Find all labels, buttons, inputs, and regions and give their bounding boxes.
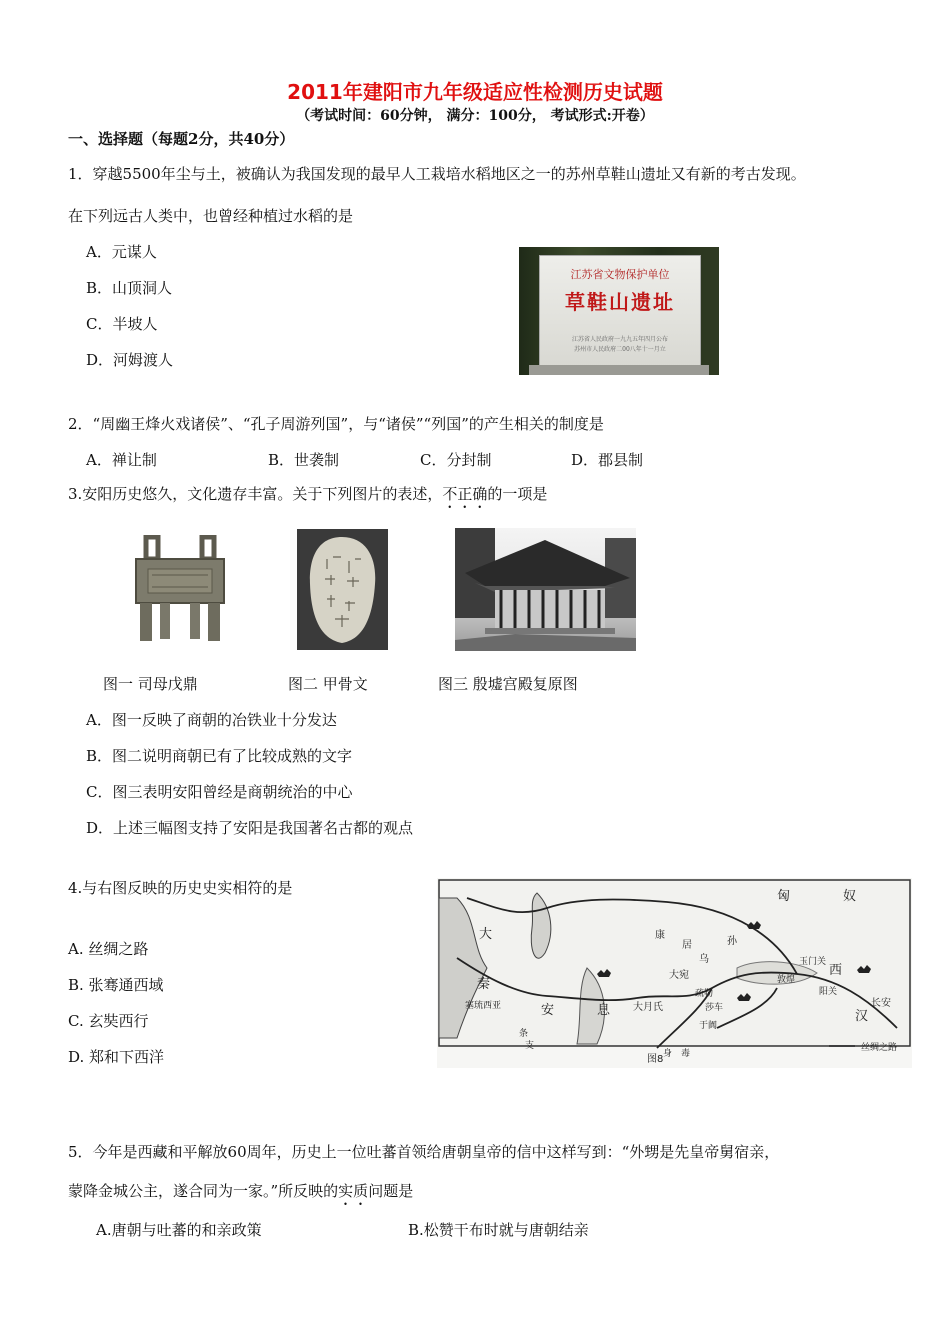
q4-option-b: B. 张骞通西域 bbox=[68, 976, 164, 994]
map-label-han: 汉 bbox=[855, 1009, 869, 1024]
q4-option-d: D. 郑和下西洋 bbox=[68, 1048, 165, 1066]
map-label-yutian: 于阗 bbox=[699, 1021, 718, 1031]
map-label-xiong: 匈 bbox=[777, 889, 791, 904]
q1-option-c: C．半坡人 bbox=[86, 315, 158, 333]
silk-road-map bbox=[437, 878, 912, 1068]
map-label-seleucia: 塞琉西亚 bbox=[465, 1001, 502, 1011]
exam-info: （考试时间：60分钟， 满分：100分， 考试形式:开卷） bbox=[296, 108, 654, 124]
map-label-wu: 乌 bbox=[699, 954, 709, 965]
question-3-stem: 3.安阳历史悠久，文化遗存丰富。关于下列图片的表述，不正确的一项是 bbox=[68, 485, 548, 503]
stele-main-text: 草鞋山遗址 bbox=[565, 290, 675, 314]
map-label-sun: 孙 bbox=[727, 936, 737, 947]
map-legend-silk-road: 丝绸之路 bbox=[861, 1043, 898, 1053]
q4-option-c: C. 玄奘西行 bbox=[68, 1012, 149, 1030]
stele-top-text: 江苏省文物保护单位 bbox=[570, 268, 670, 281]
map-label-xi2: 息 bbox=[597, 1003, 611, 1018]
emphasis-essence: 实质 bbox=[338, 1182, 369, 1200]
map-label-dayuan: 大宛 bbox=[669, 970, 689, 981]
map-label-kang: 康 bbox=[655, 930, 665, 941]
section-heading: 一、选择题（每题2分，共40分） bbox=[68, 130, 295, 148]
q1-option-d: D．河姆渡人 bbox=[86, 351, 174, 369]
map-label-xi: 西 bbox=[829, 963, 843, 978]
q2-option-d: D．郡县制 bbox=[571, 451, 644, 469]
map-label-shen: 身 bbox=[663, 1049, 673, 1059]
map-figure-number: 图8 bbox=[647, 1054, 664, 1065]
question-5-stem: 5．今年是西藏和平解放60周年，历史上一位吐蕃首领给唐朝皇帝的信中这样写到：“外甥是先皇帝舅宿亲， bbox=[68, 1143, 780, 1161]
figure-2-caption: 图二 甲骨文 bbox=[288, 675, 368, 693]
q5-option-a: A.唐朝与吐蕃的和亲政策 bbox=[96, 1221, 262, 1239]
figure-3-caption: 图三 殷墟宫殿复原图 bbox=[438, 675, 578, 693]
simuwu-ding-photo bbox=[130, 535, 230, 645]
map-label-dunhuang: 敦煌 bbox=[777, 975, 796, 985]
map-label-da: 大 bbox=[479, 927, 493, 942]
yinxu-palace-photo bbox=[455, 528, 636, 651]
oracle-bone-photo bbox=[297, 529, 388, 650]
map-label-yangguan: 阳关 bbox=[819, 987, 838, 997]
map-label-ju: 居 bbox=[682, 940, 692, 951]
question-1-stem-2: 在下列远古人类中，也曾经种植过水稻的是 bbox=[68, 207, 354, 225]
map-label-shule: 疏勒 bbox=[695, 989, 714, 999]
question-5-stem-2: 蒙降金城公主，遂合同为一家。”所反映的实质问题是 bbox=[68, 1182, 414, 1200]
q3-option-a: A．图一反映了商朝的冶铁业十分发达 bbox=[86, 711, 337, 729]
figure-1-caption: 图一 司母戊鼎 bbox=[103, 675, 198, 693]
question-2-stem: 2．“周幽王烽火戏诸侯”、“孔子周游列国”，与“诸侯”“列国”的产生相关的制度是 bbox=[68, 415, 604, 433]
caoxieshan-stele-photo bbox=[519, 247, 719, 375]
emphasis-not-correct: 不正确 bbox=[442, 485, 488, 503]
map-label-yumenguan: 玉门关 bbox=[799, 957, 827, 967]
map-label-shache: 莎车 bbox=[705, 1003, 724, 1013]
q2-option-a: A．禅让制 bbox=[86, 451, 157, 469]
q5-option-b: B.松赞干布时就与唐朝结亲 bbox=[408, 1221, 589, 1239]
map-label-nu: 奴 bbox=[843, 889, 857, 904]
map-label-tiao: 条 bbox=[519, 1029, 529, 1039]
stele-small-text-2: 苏州市人民政府二00八年十一月立 bbox=[574, 346, 666, 353]
map-label-zhi: 支 bbox=[525, 1041, 535, 1051]
page-title: 2011年建阳市九年级适应性检测历史试题 bbox=[287, 80, 663, 104]
q3-option-b: B．图二说明商朝已有了比较成熟的文字 bbox=[86, 747, 353, 765]
question-1-stem: 1．穿越5500年尘与土，被确认为我国发现的最早人工栽培水稻地区之一的苏州草鞋山遗址又有新的考古发现。 bbox=[68, 165, 806, 183]
q2-option-b: B．世袭制 bbox=[268, 451, 340, 469]
question-4-stem: 4.与右图反映的历史史实相符的是 bbox=[68, 879, 293, 897]
map-label-dayuezhi: 大月氏 bbox=[633, 1002, 663, 1013]
q2-option-c: C．分封制 bbox=[420, 451, 492, 469]
map-label-an: 安 bbox=[541, 1003, 555, 1018]
map-label-qin: 秦 bbox=[477, 977, 491, 992]
map-label-du: 毒 bbox=[681, 1049, 691, 1059]
stele-small-text-1: 江苏省人民政府一九九五年四月公布 bbox=[571, 336, 668, 343]
q3-option-d: D．上述三幅图支持了安阳是我国著名古都的观点 bbox=[86, 819, 414, 837]
q3-option-c: C．图三表明安阳曾经是商朝统治的中心 bbox=[86, 783, 353, 801]
q1-option-b: B．山顶洞人 bbox=[86, 279, 173, 297]
q1-option-a: A．元谋人 bbox=[86, 243, 157, 261]
q4-option-a: A. 丝绸之路 bbox=[68, 940, 149, 958]
map-label-changan: 长安 bbox=[871, 998, 891, 1009]
